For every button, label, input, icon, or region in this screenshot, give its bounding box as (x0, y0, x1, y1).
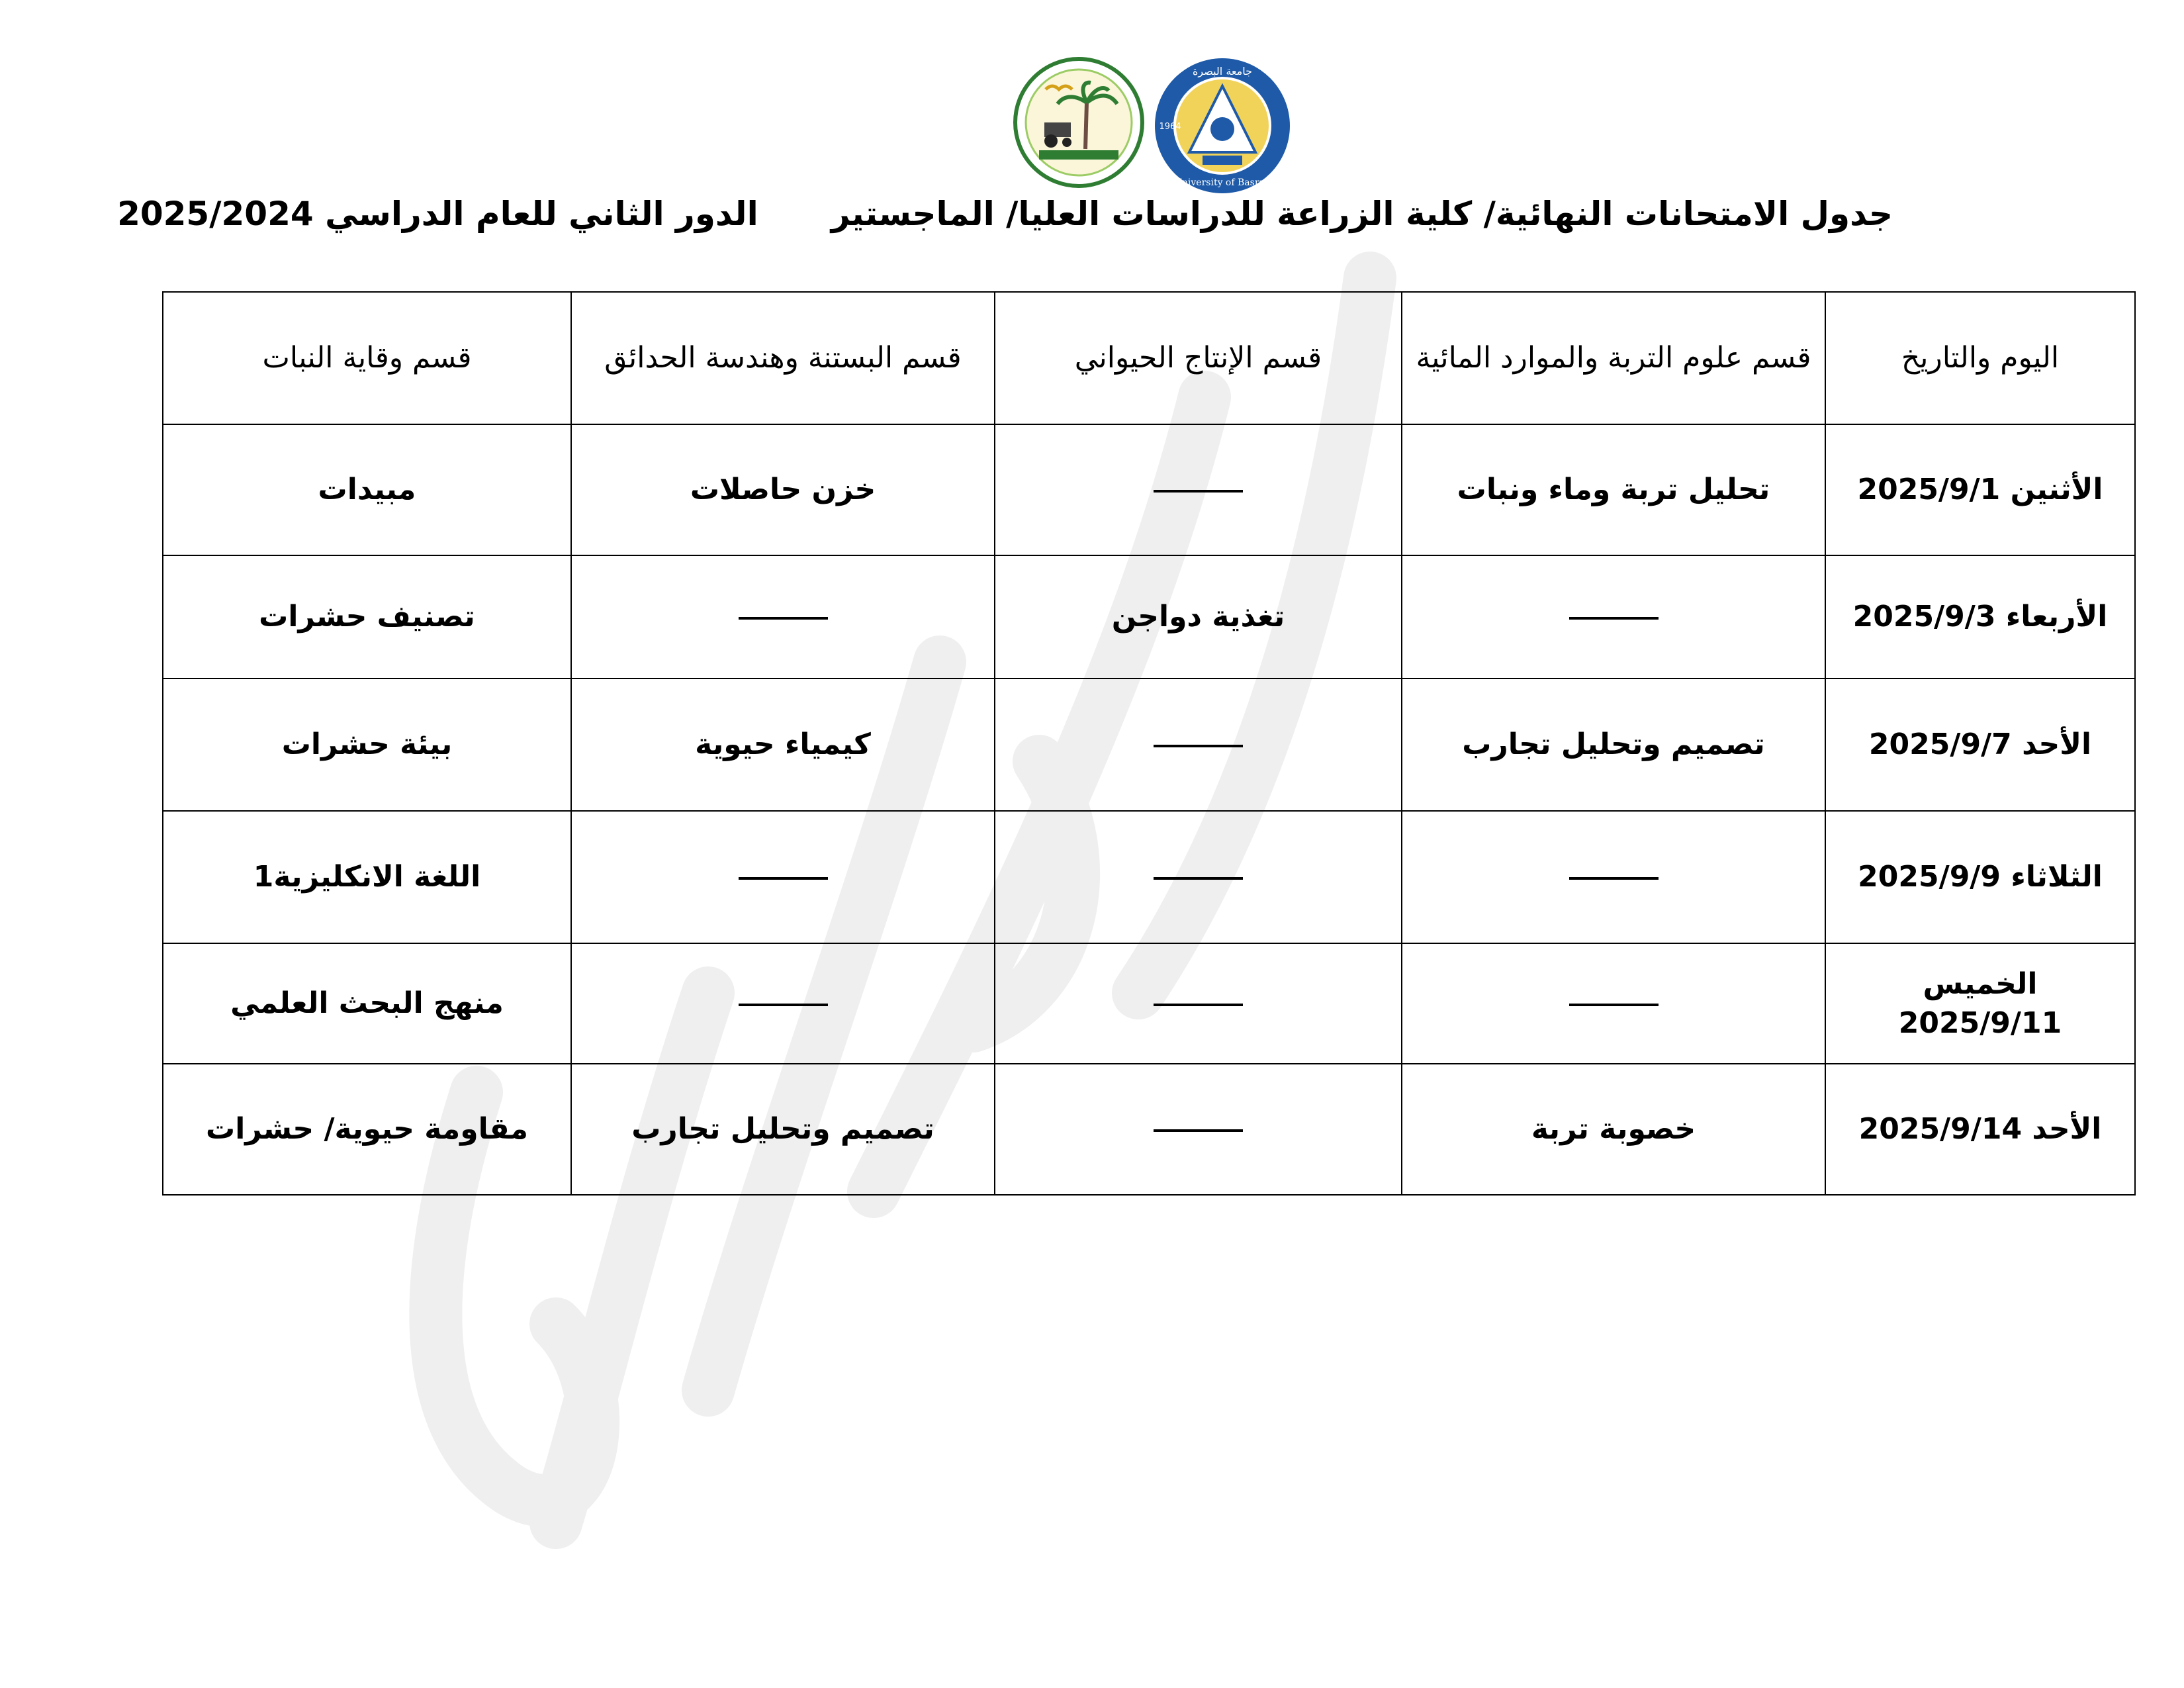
cell-animal (995, 424, 1402, 555)
title-round: الدور الثاني للعام الدراسي 2025/2024 (117, 195, 758, 233)
cell-horticulture (571, 555, 995, 679)
cell-soil (1402, 943, 1825, 1064)
table-row (163, 811, 2135, 943)
cell-day: الأحد 2025/9/7 (1825, 679, 2135, 811)
header-animal-dept: قسم الإنتاج الحيواني (995, 292, 1402, 424)
cell-horticulture: خزن حاصلات (571, 424, 995, 555)
cell-plant-protection: مقاومة حيوية/ حشرات (163, 1064, 571, 1195)
empty-dash (1569, 877, 1659, 880)
seal-year: 1964 (1159, 122, 1181, 132)
seal-arabic-text: جامعة البصرة (1193, 65, 1252, 77)
cell-plant-protection: بيئة حشرات (163, 679, 571, 811)
table-row (163, 1064, 2135, 1195)
cell-day: الأحد 2025/9/14 (1825, 1064, 2135, 1195)
table-row (163, 555, 2135, 679)
empty-dash (1569, 1004, 1659, 1006)
empty-dash (739, 1004, 828, 1006)
empty-dash (739, 617, 828, 620)
title-main: جدول الامتحانات النهائية/ كلية الزراعة للدراسات العليا/ الماجستير (831, 195, 1893, 233)
college-of-agriculture-logo (1013, 56, 1145, 189)
cell-horticulture: كيمياء حيوية (571, 679, 995, 811)
header-logos (1013, 56, 1297, 189)
cell-soil: خصوبة تربة (1402, 1064, 1825, 1195)
page-title (117, 191, 1893, 237)
header-horticulture-dept: قسم البستنة وهندسة الحدائق (571, 292, 995, 424)
cell-day: الثلاثاء 2025/9/9 (1825, 811, 2135, 943)
cell-animal (995, 679, 1402, 811)
university-of-basrah-seal (1153, 56, 1292, 195)
cell-horticulture: تصميم وتحليل تجارب (571, 1064, 995, 1195)
cell-soil: تصميم وتحليل تجارب (1402, 679, 1825, 811)
cell-plant-protection: مبيدات (163, 424, 571, 555)
cell-soil (1402, 555, 1825, 679)
table-row (163, 679, 2135, 811)
cell-soil: تحليل تربة وماء ونبات (1402, 424, 1825, 555)
empty-dash (739, 877, 828, 880)
empty-dash (1154, 745, 1243, 747)
header-plant-protection-dept: قسم وقاية النبات (163, 292, 571, 424)
cell-plant-protection: منهج البحث العلمي (163, 943, 571, 1064)
seal-text: University of Basrah (1174, 177, 1271, 188)
cell-horticulture (571, 811, 995, 943)
cell-animal: تغذية دواجن (995, 555, 1402, 679)
empty-dash (1154, 1004, 1243, 1006)
cell-day: الأربعاء 2025/9/3 (1825, 555, 2135, 679)
cell-plant-protection: تصنيف حشرات (163, 555, 571, 679)
cell-day: الأثنين 2025/9/1 (1825, 424, 2135, 555)
cell-day: الخميس 2025/9/11 (1825, 943, 2135, 1064)
header-soil-dept: قسم علوم التربة والموارد المائية (1402, 292, 1825, 424)
exam-schedule-table (162, 291, 2136, 1196)
cell-soil (1402, 811, 1825, 943)
empty-dash (1569, 617, 1659, 620)
header-day-date: اليوم والتاريخ (1825, 292, 2135, 424)
empty-dash (1154, 490, 1243, 492)
cell-animal (995, 943, 1402, 1064)
cell-plant-protection: اللغة الانكليزية1 (163, 811, 571, 943)
cell-horticulture (571, 943, 995, 1064)
cell-animal (995, 811, 1402, 943)
table-row (163, 424, 2135, 555)
cell-animal (995, 1064, 1402, 1195)
table-header-row (163, 292, 2135, 424)
empty-dash (1154, 877, 1243, 880)
empty-dash (1154, 1129, 1243, 1132)
table-row (163, 943, 2135, 1064)
